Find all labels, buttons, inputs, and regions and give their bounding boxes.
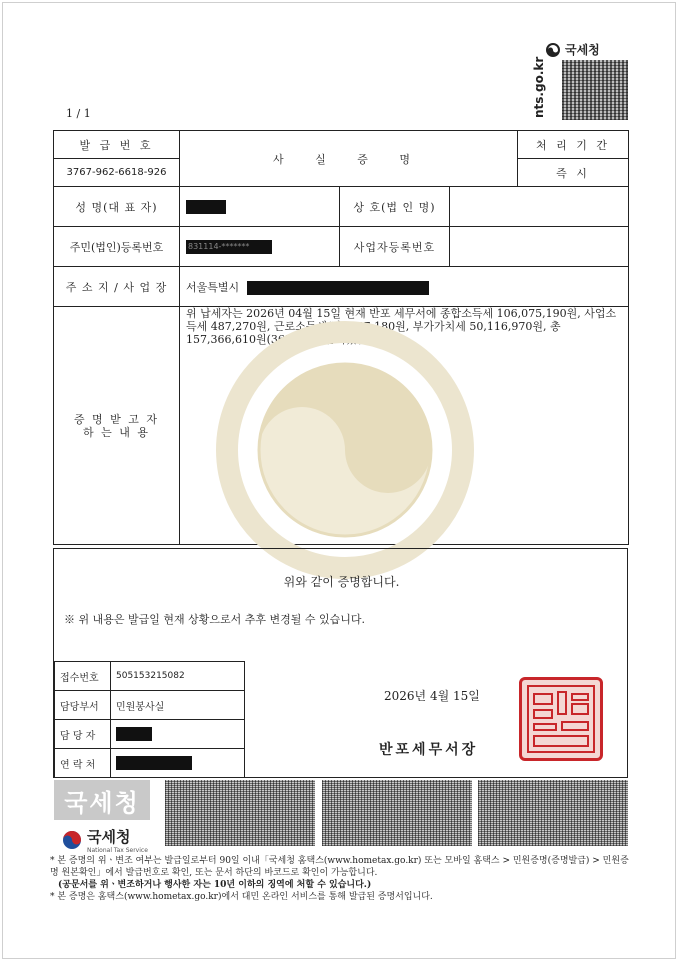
document-title: 사 실 증 명 bbox=[180, 131, 518, 187]
seal-pattern-icon bbox=[522, 680, 600, 758]
nts-logo-label: 국세청 bbox=[565, 43, 600, 57]
content-label bbox=[54, 307, 180, 545]
taegeuk-icon bbox=[62, 830, 82, 850]
footer-logo-sub: National Tax Service bbox=[87, 847, 148, 854]
receipt-no-value: 505153215082 bbox=[111, 662, 245, 691]
address-value bbox=[180, 267, 629, 307]
barcode-3 bbox=[478, 780, 628, 846]
footer-logo bbox=[62, 826, 148, 854]
redacted-name bbox=[186, 200, 226, 214]
official-seal-stamp bbox=[519, 677, 603, 761]
receipt-no-label: 접수번호 bbox=[55, 662, 111, 691]
department-value: 민원봉사실 bbox=[111, 691, 245, 720]
notice-text: ※ 위 내용은 발급일 현재 상황으로서 추후 변경될 수 있습니다. bbox=[64, 613, 365, 626]
barcode-1 bbox=[165, 780, 315, 846]
confirm-text: 위와 같이 증명합니다. bbox=[283, 575, 400, 589]
address-city: 서울특별시 bbox=[186, 280, 240, 294]
nts-logo-header bbox=[545, 41, 600, 58]
footnote-3: * 본 증명은 홈택스(www.hometax.go.kr)에서 대민 온라인 서비스를 통해 발급된 증명서입니다. bbox=[50, 892, 433, 902]
issue-no-value: 3767-962-6618-926 bbox=[54, 159, 180, 187]
barcode-2 bbox=[322, 780, 472, 846]
top-qr-code bbox=[562, 60, 628, 120]
certificate-table bbox=[53, 130, 629, 545]
redacted-officer bbox=[116, 727, 152, 741]
issue-no-label: 발 급 번 호 bbox=[54, 131, 180, 159]
redacted-resident-no: 831114-******* bbox=[186, 240, 272, 254]
officer-label: 담 당 자 bbox=[55, 720, 111, 749]
footnotes bbox=[50, 855, 630, 903]
footnote-1: * 본 증명의 위ㆍ변조 여부는 발급일로부터 90일 이내「국세청 홈택스(www.hometax.go.kr) 또는 모바일 홈택스 > 민원증명(증명발급) > 민원증명 원본확인」에서 발급번호로 확인, 또는 문서 하단의 바코드로 확인이 가능합니다. bbox=[50, 856, 629, 878]
biz-reg-label: 사업자등록번호 bbox=[340, 227, 450, 267]
biz-reg-value bbox=[450, 227, 629, 267]
processing-value: 즉 시 bbox=[518, 159, 629, 187]
issuing-office: 반포세무서장 bbox=[379, 742, 479, 758]
resident-label: 주민(법인)등록번호 bbox=[54, 227, 180, 267]
resident-value bbox=[180, 227, 340, 267]
content-label-line2: 하 는 내 용 bbox=[83, 425, 150, 439]
redacted-phone bbox=[116, 756, 192, 770]
content-text: 위 납세자는 2026년 04월 15일 현재 반포 세무서에 종합소득세 106,075,190원, 사업소득세 487,270원, 근로소득세(갑) 687,180원, 부가가치세 50,116,970원, 총 157,366,610원(36건)이 체납되었습니다. bbox=[180, 307, 629, 545]
nts-watermark-box: 국세청 bbox=[54, 780, 150, 820]
footer-logo-name: 국세청 bbox=[87, 828, 131, 846]
officer-value bbox=[111, 720, 245, 749]
nts-emblem-icon bbox=[545, 42, 561, 58]
redacted-address bbox=[247, 281, 429, 295]
issue-date: 2026년 4월 15일 bbox=[384, 689, 480, 703]
nts-domain: nts.go.kr bbox=[532, 56, 546, 118]
company-value bbox=[450, 187, 629, 227]
confirmation-box bbox=[53, 548, 628, 778]
page-number: 1 / 1 bbox=[66, 107, 91, 120]
contact-value bbox=[111, 749, 245, 778]
contact-table bbox=[54, 661, 245, 778]
content-label-line1: 증 명 받 고 자 bbox=[73, 412, 160, 426]
company-label: 상 호(법 인 명) bbox=[340, 187, 450, 227]
name-value bbox=[180, 187, 340, 227]
processing-label: 처 리 기 간 bbox=[518, 131, 629, 159]
name-label: 성 명(대 표 자) bbox=[54, 187, 180, 227]
department-label: 담당부서 bbox=[55, 691, 111, 720]
footnote-2: (공문서를 위ㆍ변조하거나 행사한 자는 10년 이하의 징역에 처할 수 있습니다.) bbox=[58, 880, 372, 890]
address-label: 주 소 지 / 사 업 장 bbox=[54, 267, 180, 307]
contact-label: 연 락 처 bbox=[55, 749, 111, 778]
